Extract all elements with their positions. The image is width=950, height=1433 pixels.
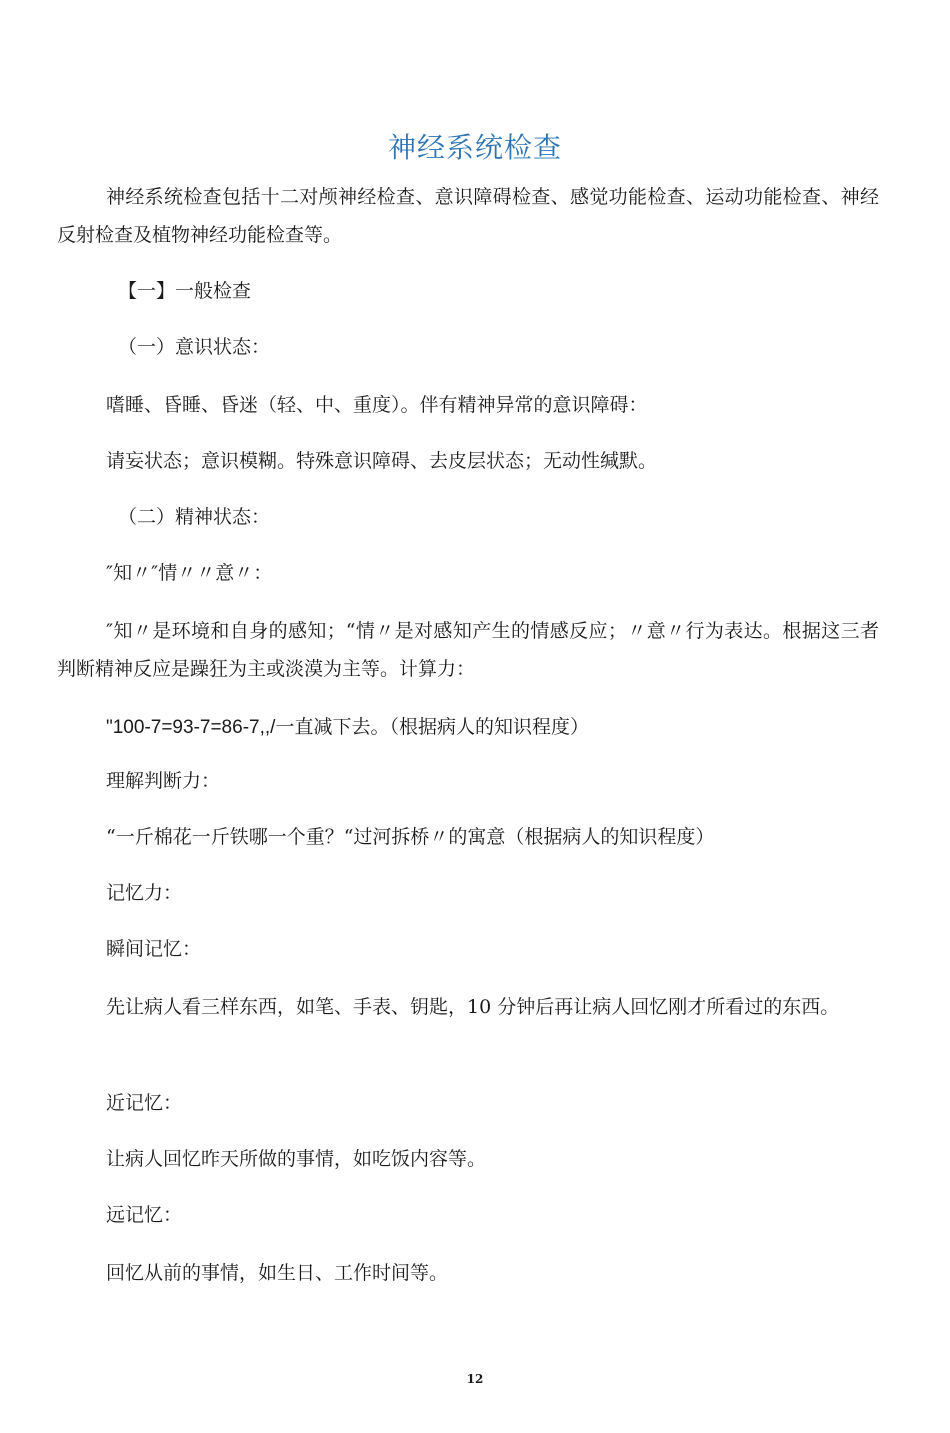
intro-paragraph: 神经系统检查包括十二对颅神经检查、意识障碍检查、感觉功能检查、运动功能检查、神经反射检查及植物神经功能检查等。: [57, 186, 879, 246]
subsection-heading-consciousness: （一）意识状态：: [118, 336, 271, 358]
document-title: 神经系统检查: [387, 131, 562, 164]
calculation-note: 一直减下去。（根据病人的知识程度）: [275, 716, 589, 738]
consciousness-levels-line: 嗜睡、昏睡、昏迷（轻、中、重度）。伴有精神异常的意识障碍：: [106, 394, 648, 416]
remote-memory-heading: 远记忆：: [106, 1204, 183, 1226]
recent-memory-description: 让病人回忆昨天所做的事情，如吃饭内容等。: [106, 1148, 487, 1170]
calculation-formula: "100-7=93-7=86-7,,/: [106, 717, 276, 738]
section-heading-general-exam: 【一】一般检查: [118, 280, 252, 302]
zhi-qing-yi-paragraph: ″知〃是环境和自身的感知；“情〃是对感知产生的情感反应；〃意〃行为表达。根据这三者判断精神反应是躁狂为主或淡漠为主等。计算力：: [57, 620, 879, 680]
calculation-line: [106, 708, 589, 747]
consciousness-special-line: 请妄状态；意识模糊。特殊意识障碍、去皮层状态；无动性缄默。: [106, 450, 658, 472]
instant-memory-paragraph: 先让病人看三样东西，如笔、手表、钥匙，10 分钟后再让病人回忆刚才所看过的东西。: [106, 996, 840, 1018]
zhi-qing-yi-heading: ″知〃″情〃〃意〃：: [106, 562, 273, 584]
remote-memory-description: 回忆从前的事情，如生日、工作时间等。: [106, 1262, 449, 1284]
memory-heading: 记忆力：: [106, 882, 183, 904]
instant-memory-heading: 瞬间记忆：: [106, 938, 202, 960]
page-number: 12: [466, 1372, 484, 1386]
understanding-example-line: “一斤棉花一斤铁哪一个重？“过河拆桥〃的寓意（根据病人的知识程度）: [106, 826, 715, 848]
recent-memory-heading: 近记忆：: [106, 1092, 183, 1114]
subsection-heading-mental-state: （二）精神状态：: [118, 506, 271, 528]
understanding-heading: 理解判断力：: [106, 770, 221, 792]
